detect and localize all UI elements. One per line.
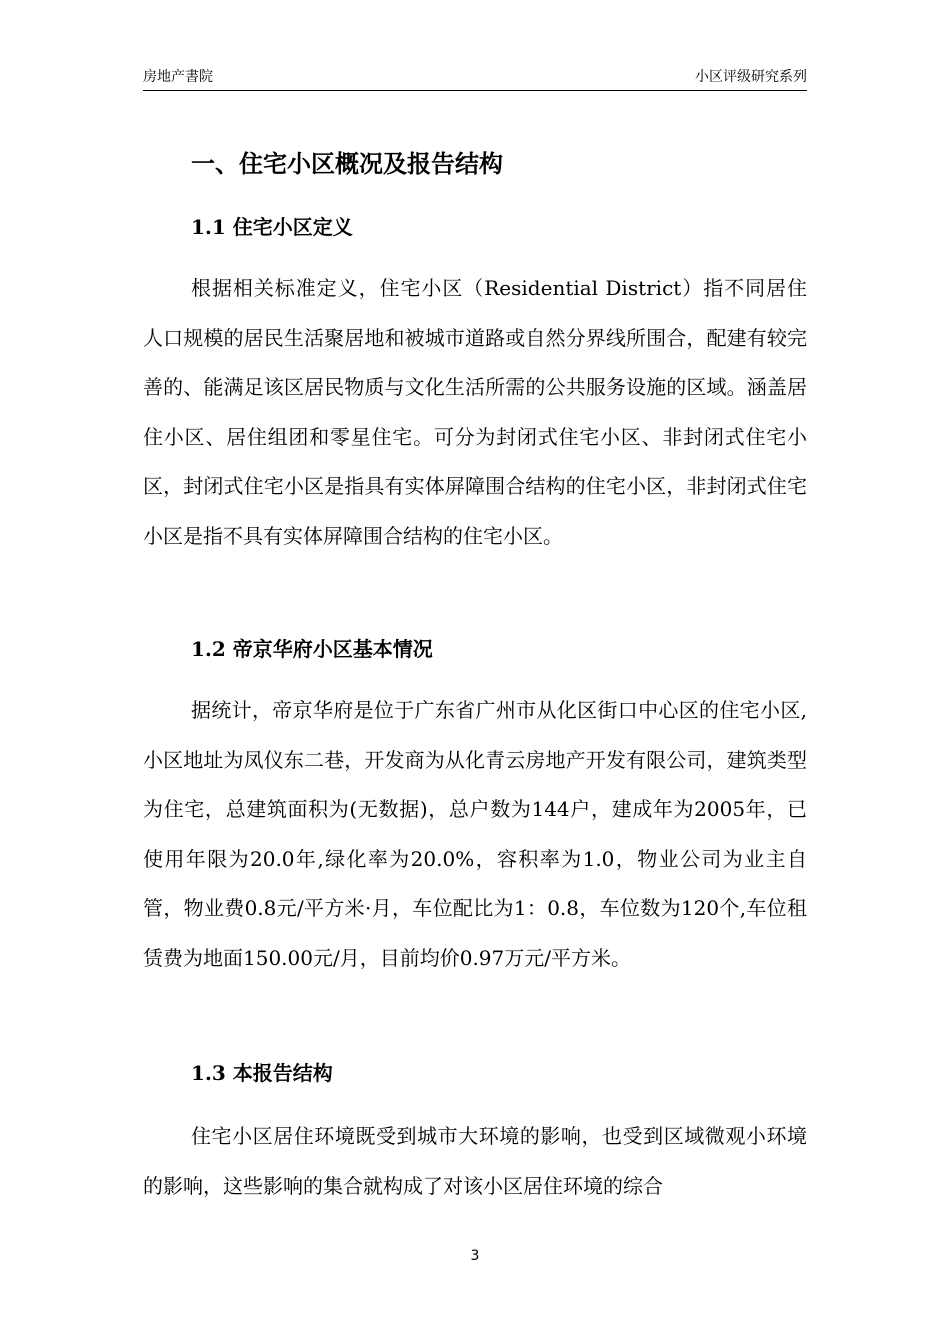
- page-header: [143, 66, 807, 91]
- header-series-title: 小区评级研究系列: [695, 69, 807, 85]
- chapter-title: 一、住宅小区概况及报告结构: [191, 149, 503, 178]
- section-paragraph-1-3: 住宅小区居住环境既受到城市大环境的影响，也受到区域微观小环境的影响，这些影响的集合就构成了对该小区居住环境的综合: [143, 1124, 807, 1198]
- page-number: 3: [470, 1248, 480, 1264]
- section-heading-1-3: 1.3 本报告结构: [191, 1061, 333, 1085]
- header-publisher: 房地产書院: [143, 69, 213, 85]
- section-heading-1-1: 1.1 住宅小区定义: [191, 215, 353, 239]
- section-paragraph-1-2: 据统计，帝京华府是位于广东省广州市从化区街口中心区的住宅小区,小区地址为凤仪东二巷，开发商为从化青云房地产开发有限公司，建筑类型为住宅，总建筑面积为(无数据)，总户数为144户，建成年为2005年，已使用年限为20.0年,绿化率为20.0%，容积率为1.0，物业公司为业主自管，物业费0.8元/平方米·月，车位配比为1：0.8，车位数为120个,车位租赁费为地面150.00元/月，目前均价0.97万元/平方米。: [143, 698, 807, 970]
- section-heading-1-2: 1.2 帝京华府小区基本情况: [191, 637, 433, 661]
- section-paragraph-1-1: 根据相关标准定义，住宅小区（Residential District）指不同居住人口规模的居民生活聚居地和被城市道路或自然分界线所围合，配建有较完善的、能满足该区居民物质与文化生活所需的公共服务设施的区域。涵盖居住小区、居住组团和零星住宅。可分为封闭式住宅小区、非封闭式住宅小区，封闭式住宅小区是指具有实体屏障围合结构的住宅小区，非封闭式住宅小区是指不具有实体屏障围合结构的住宅小区。: [143, 276, 807, 548]
